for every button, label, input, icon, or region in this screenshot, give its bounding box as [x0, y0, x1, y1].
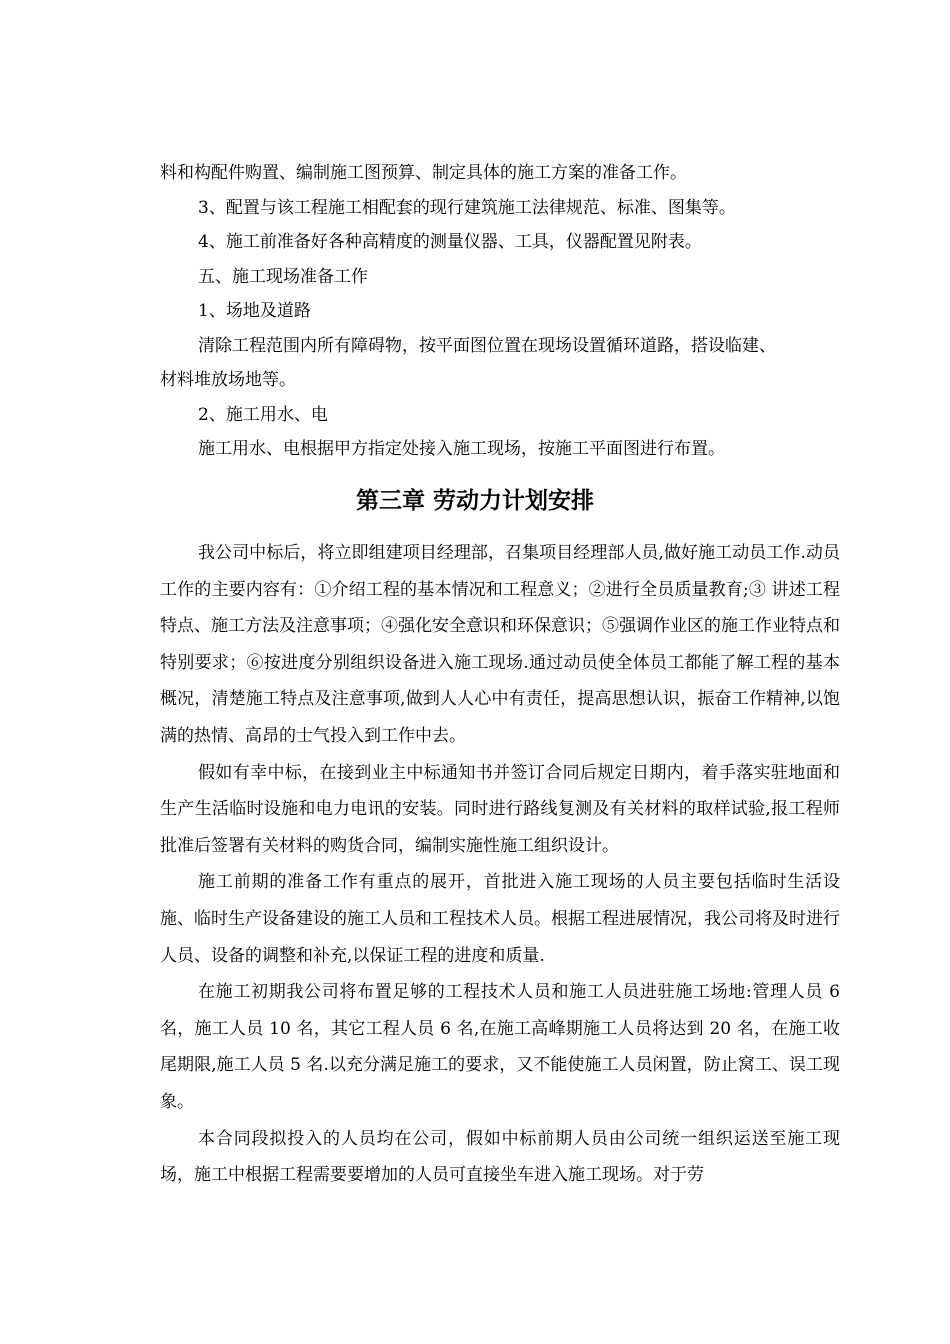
text-line: 施工用水、电根据甲方指定处接入施工现场，按施工平面图进行布置。	[198, 439, 725, 459]
paragraph: 假如有幸中标，在接到业主中标通知书并签订合同后规定日期内，着手落实驻地面和生产生活临时设施和电力电讯的安装。同时进行路线复测及有关材料的取样试验,报工程师批准后签署有关材料的购货合同，编制实施性施工组织设计。	[160, 762, 840, 856]
chapter-title: 第三章 劳动力计划安排	[355, 488, 594, 514]
paragraph: 在施工初期我公司将布置足够的工程技术人员和施工人员进驻施工场地:管理人员 6 名，施工人员 10 名，其它工程人员 6 名,在施工高峰期施工人员将达到 20 名，在施工收尾期限,施工人员 5 名.以充分满足施工的要求，又不能使施工人员闲置，防止窝工、误工现象。	[160, 982, 840, 1112]
paragraph: 施工前期的准备工作有重点的展开，首批进入施工现场的人员主要包括临时生活设施、临时生产设备建设的施工人员和工程技术人员。根据工程进展情况，我公司将及时进行人员、设备的调整和补充,以保证工程的进度和质量.	[160, 872, 840, 966]
preparation-section	[160, 156, 850, 467]
text-line: 材料堆放场地等。	[160, 370, 296, 390]
text-line: 料和构配件购置、编制施工图预算、制定具体的施工方案的准备工作。	[160, 163, 687, 183]
subsection-heading: 1、场地及道路	[198, 301, 311, 321]
text-line: 4、施工前准备好各种高精度的测量仪器、工具，仪器配置见附表。	[198, 232, 702, 252]
text-line: 3、配置与该工程施工相配套的现行建筑施工法律规范、标准、图集等。	[198, 197, 736, 218]
text-line: 清除工程范围内所有障碍物，按平面图位置在现场设置循环道路，搭设临建、	[198, 335, 776, 356]
paragraph: 我公司中标后，将立即组建项目经理部，召集项目经理部人员,做好施工动员工作.动员工作的主要内容有：①介绍工程的基本情况和工程意义；②进行全员质量教育;③ 讲述工程特点、施工方法及注意事项；④强化安全意识和环保意识；⑤强调作业区的施工作业特点和特别要求；⑥按进度分别组织设备进入施工现场.通过动员使全体员工都能了解工程的基本概况，清楚施工特点及注意事项,做到人人心中有责任，提高思想认识，振奋工作精神,以饱满的热情、高昂的士气投入到工作中去。	[160, 543, 840, 746]
paragraph: 本合同段拟投入的人员均在公司，假如中标前期人员由公司统一组织运送至施工现场，施工中根据工程需要要增加的人员可直接坐车进入施工现场。对于劳	[160, 1128, 840, 1186]
labor-plan-section	[160, 535, 840, 1194]
subsection-heading: 2、施工用水、电	[198, 404, 328, 425]
section-heading: 五、施工现场准备工作	[198, 266, 368, 287]
